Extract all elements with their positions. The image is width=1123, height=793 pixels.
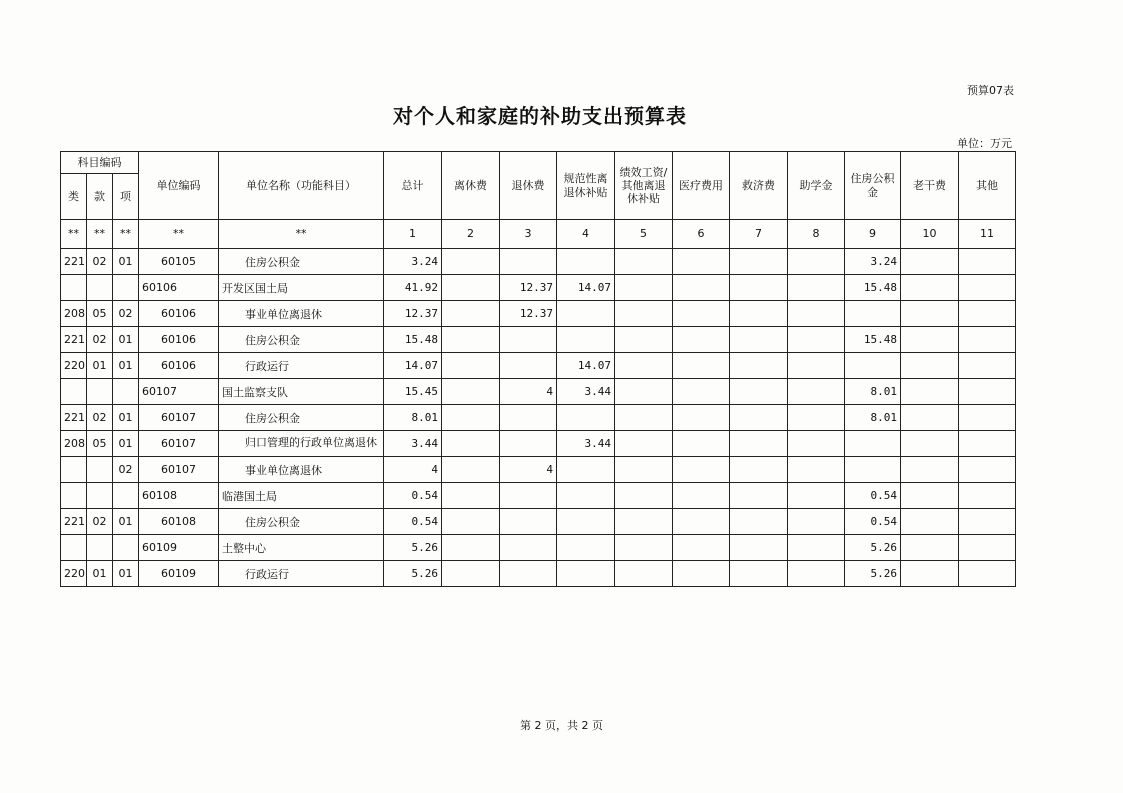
column-index-cell: 7 [730,220,788,249]
cell-xiang [113,483,139,509]
cell-kuan: 01 [87,353,113,379]
cell-lixiu [442,431,500,457]
cell-qita [959,379,1016,405]
cell-jixiao [615,535,673,561]
cell-zhuxue [788,483,845,509]
cell-zhuxue [788,327,845,353]
cell-zhufang [845,353,901,379]
cell-xiang [113,275,139,301]
cell-total: 41.92 [384,275,442,301]
cell-xiang [113,535,139,561]
col-header-unit-name: 单位名称（功能科目） [219,152,384,220]
cell-zhuxue [788,457,845,483]
cell-kuan [87,275,113,301]
cell-guifan: 14.07 [557,275,615,301]
table-row [61,301,1016,327]
cell-tuixiu: 4 [500,457,557,483]
cell-jixiao [615,405,673,431]
cell-yiliao [673,353,730,379]
cell-total: 8.01 [384,405,442,431]
cell-name: 住房公积金 [219,249,384,275]
cell-qita [959,275,1016,301]
cell-kuan: 02 [87,327,113,353]
cell-total: 3.24 [384,249,442,275]
cell-xiang: 01 [113,509,139,535]
column-index-cell: ** [87,220,113,249]
cell-guifan [557,249,615,275]
cell-lei: 220 [61,561,87,587]
cell-code: 60105 [139,249,219,275]
cell-kuan [87,535,113,561]
column-index-row [61,220,1016,249]
cell-jixiao [615,483,673,509]
cell-yiliao [673,379,730,405]
cell-name: 开发区国土局 [219,275,384,301]
cell-name: 归口管理的行政单位离退休 [219,431,384,457]
col-header-qita: 其他 [959,152,1016,220]
cell-qita [959,405,1016,431]
cell-name: 事业单位离退休 [219,457,384,483]
cell-zhufang: 15.48 [845,275,901,301]
cell-xiang: 01 [113,353,139,379]
col-header-jixiao: 绩效工资/其他离退休补贴 [615,152,673,220]
cell-zhufang: 3.24 [845,249,901,275]
cell-tuixiu: 4 [500,379,557,405]
cell-code: 60106 [139,353,219,379]
cell-zhufang [845,431,901,457]
cell-laogan [901,431,959,457]
cell-jiuji [730,405,788,431]
column-index-cell: 1 [384,220,442,249]
cell-yiliao [673,483,730,509]
column-index-cell: 10 [901,220,959,249]
col-header-tuixiu: 退休费 [500,152,557,220]
cell-zhuxue [788,535,845,561]
column-index-cell: 2 [442,220,500,249]
cell-zhufang [845,301,901,327]
cell-zhuxue [788,249,845,275]
form-number: 预算07表 [967,84,1014,97]
cell-jiuji [730,561,788,587]
cell-code: 60107 [139,431,219,457]
cell-laogan [901,249,959,275]
cell-laogan [901,301,959,327]
cell-zhuxue [788,431,845,457]
cell-tuixiu [500,483,557,509]
cell-tuixiu [500,561,557,587]
cell-kuan: 05 [87,301,113,327]
table-row [61,509,1016,535]
cell-code: 60109 [139,561,219,587]
cell-xiang: 01 [113,405,139,431]
cell-jiuji [730,301,788,327]
cell-code: 60107 [139,457,219,483]
cell-jiuji [730,249,788,275]
unit-label: 单位：万元 [957,137,1012,150]
table-row [61,249,1016,275]
page-title: 对个人和家庭的补助支出预算表 [393,104,687,128]
table-row [61,561,1016,587]
cell-code: 60106 [139,327,219,353]
col-header-unit-code: 单位编码 [139,152,219,220]
cell-jixiao [615,561,673,587]
cell-guifan [557,483,615,509]
column-index-cell: 9 [845,220,901,249]
cell-lei: 221 [61,249,87,275]
cell-zhuxue [788,509,845,535]
cell-zhufang: 5.26 [845,535,901,561]
cell-total: 15.45 [384,379,442,405]
col-header-yiliao: 医疗费用 [673,152,730,220]
cell-yiliao [673,535,730,561]
column-index-cell: ** [139,220,219,249]
cell-total: 4 [384,457,442,483]
cell-tuixiu [500,509,557,535]
cell-name: 行政运行 [219,353,384,379]
table-header [61,152,1016,249]
cell-lei: 220 [61,353,87,379]
cell-code: 60109 [139,535,219,561]
cell-code: 60106 [139,301,219,327]
cell-zhufang: 5.26 [845,561,901,587]
budget-table [60,151,1016,587]
column-index-cell: 11 [959,220,1016,249]
cell-lixiu [442,561,500,587]
cell-guifan [557,509,615,535]
cell-total: 3.44 [384,431,442,457]
cell-lei: 208 [61,301,87,327]
cell-qita [959,457,1016,483]
cell-guifan [557,535,615,561]
cell-code: 60108 [139,509,219,535]
cell-guifan [557,327,615,353]
cell-name: 行政运行 [219,561,384,587]
cell-laogan [901,561,959,587]
cell-code: 60107 [139,405,219,431]
cell-yiliao [673,301,730,327]
cell-yiliao [673,405,730,431]
cell-code: 60106 [139,275,219,301]
cell-jiuji [730,353,788,379]
cell-laogan [901,483,959,509]
cell-lixiu [442,301,500,327]
cell-lixiu [442,483,500,509]
cell-zhuxue [788,275,845,301]
cell-lei [61,275,87,301]
cell-code: 60107 [139,379,219,405]
cell-tuixiu [500,249,557,275]
cell-xiang: 01 [113,249,139,275]
col-header-lei: 类 [61,174,87,220]
cell-name: 事业单位离退休 [219,301,384,327]
cell-total: 5.26 [384,535,442,561]
column-index-cell: ** [113,220,139,249]
cell-jiuji [730,483,788,509]
cell-lixiu [442,379,500,405]
cell-name: 国土监察支队 [219,379,384,405]
cell-zhufang: 15.48 [845,327,901,353]
col-header-laogan: 老干费 [901,152,959,220]
cell-jixiao [615,275,673,301]
cell-qita [959,535,1016,561]
column-index-cell: 3 [500,220,557,249]
cell-xiang: 01 [113,431,139,457]
cell-xiang: 01 [113,561,139,587]
table-row [61,379,1016,405]
col-header-xiang: 项 [113,174,139,220]
cell-zhuxue [788,405,845,431]
cell-lixiu [442,457,500,483]
cell-lei: 221 [61,509,87,535]
col-header-jiuji: 救济费 [730,152,788,220]
cell-guifan [557,561,615,587]
col-header-kuan: 款 [87,174,113,220]
cell-total: 15.48 [384,327,442,353]
cell-jixiao [615,301,673,327]
cell-lei: 221 [61,327,87,353]
cell-jixiao [615,457,673,483]
cell-kuan: 01 [87,561,113,587]
cell-lei: 221 [61,405,87,431]
cell-laogan [901,327,959,353]
cell-zhuxue [788,301,845,327]
table-row [61,405,1016,431]
table-row [61,327,1016,353]
cell-laogan [901,379,959,405]
table-row [61,275,1016,301]
cell-tuixiu [500,353,557,379]
col-header-total: 总计 [384,152,442,220]
cell-kuan [87,457,113,483]
cell-lei [61,535,87,561]
cell-zhufang: 0.54 [845,483,901,509]
table-row [61,483,1016,509]
cell-total: 0.54 [384,509,442,535]
cell-tuixiu: 12.37 [500,275,557,301]
cell-laogan [901,457,959,483]
cell-name: 住房公积金 [219,405,384,431]
cell-yiliao [673,431,730,457]
cell-total: 5.26 [384,561,442,587]
subject-code-header: 科目编码 [61,152,139,174]
cell-qita [959,483,1016,509]
cell-name: 临港国土局 [219,483,384,509]
cell-lixiu [442,509,500,535]
cell-zhufang: 0.54 [845,509,901,535]
cell-lixiu [442,353,500,379]
cell-jiuji [730,431,788,457]
cell-xiang: 02 [113,301,139,327]
cell-name: 土整中心 [219,535,384,561]
cell-guifan: 14.07 [557,353,615,379]
table-row [61,535,1016,561]
cell-laogan [901,509,959,535]
cell-lei [61,379,87,405]
cell-kuan: 05 [87,431,113,457]
table-row [61,457,1016,483]
cell-zhufang: 8.01 [845,379,901,405]
cell-lixiu [442,327,500,353]
cell-jixiao [615,327,673,353]
cell-laogan [901,405,959,431]
cell-kuan: 02 [87,405,113,431]
column-index-cell: 4 [557,220,615,249]
cell-jixiao [615,249,673,275]
cell-total: 12.37 [384,301,442,327]
cell-jiuji [730,379,788,405]
cell-jixiao [615,509,673,535]
page-footer: 第 2 页，共 2 页 [520,719,603,732]
cell-tuixiu [500,431,557,457]
col-header-zhufang: 住房公积金 [845,152,901,220]
cell-qita [959,509,1016,535]
cell-lei [61,457,87,483]
cell-yiliao [673,561,730,587]
cell-laogan [901,353,959,379]
column-index-cell: ** [219,220,384,249]
cell-zhufang: 8.01 [845,405,901,431]
table-row [61,353,1016,379]
cell-name: 住房公积金 [219,327,384,353]
cell-lixiu [442,405,500,431]
cell-qita [959,327,1016,353]
cell-guifan: 3.44 [557,431,615,457]
cell-qita [959,301,1016,327]
column-index-cell: ** [61,220,87,249]
cell-qita [959,353,1016,379]
cell-lei [61,483,87,509]
cell-yiliao [673,509,730,535]
cell-kuan [87,483,113,509]
col-header-guifan: 规范性离退休补贴 [557,152,615,220]
cell-zhuxue [788,379,845,405]
cell-jixiao [615,431,673,457]
cell-guifan [557,301,615,327]
cell-code: 60108 [139,483,219,509]
cell-jixiao [615,379,673,405]
cell-kuan: 02 [87,249,113,275]
cell-laogan [901,275,959,301]
cell-qita [959,249,1016,275]
cell-guifan [557,457,615,483]
cell-kuan [87,379,113,405]
cell-yiliao [673,457,730,483]
cell-kuan: 02 [87,509,113,535]
cell-total: 0.54 [384,483,442,509]
cell-tuixiu [500,405,557,431]
cell-qita [959,431,1016,457]
cell-qita [959,561,1016,587]
cell-jiuji [730,535,788,561]
cell-yiliao [673,249,730,275]
cell-jiuji [730,327,788,353]
col-header-lixiu: 离休费 [442,152,500,220]
cell-laogan [901,535,959,561]
cell-yiliao [673,275,730,301]
table-row [61,431,1016,457]
cell-jiuji [730,509,788,535]
cell-guifan [557,405,615,431]
column-index-cell: 5 [615,220,673,249]
col-header-zhuxue: 助学金 [788,152,845,220]
cell-lei: 208 [61,431,87,457]
cell-zhuxue [788,353,845,379]
column-index-cell: 8 [788,220,845,249]
cell-lixiu [442,249,500,275]
cell-xiang [113,379,139,405]
cell-xiang: 02 [113,457,139,483]
cell-zhufang [845,457,901,483]
column-index-cell: 6 [673,220,730,249]
cell-tuixiu [500,535,557,561]
cell-jixiao [615,353,673,379]
cell-tuixiu [500,327,557,353]
cell-xiang: 01 [113,327,139,353]
cell-lixiu [442,535,500,561]
cell-jiuji [730,275,788,301]
table-body [61,249,1016,587]
cell-zhuxue [788,561,845,587]
cell-guifan: 3.44 [557,379,615,405]
cell-lixiu [442,275,500,301]
cell-tuixiu: 12.37 [500,301,557,327]
cell-total: 14.07 [384,353,442,379]
cell-yiliao [673,327,730,353]
cell-name: 住房公积金 [219,509,384,535]
cell-jiuji [730,457,788,483]
